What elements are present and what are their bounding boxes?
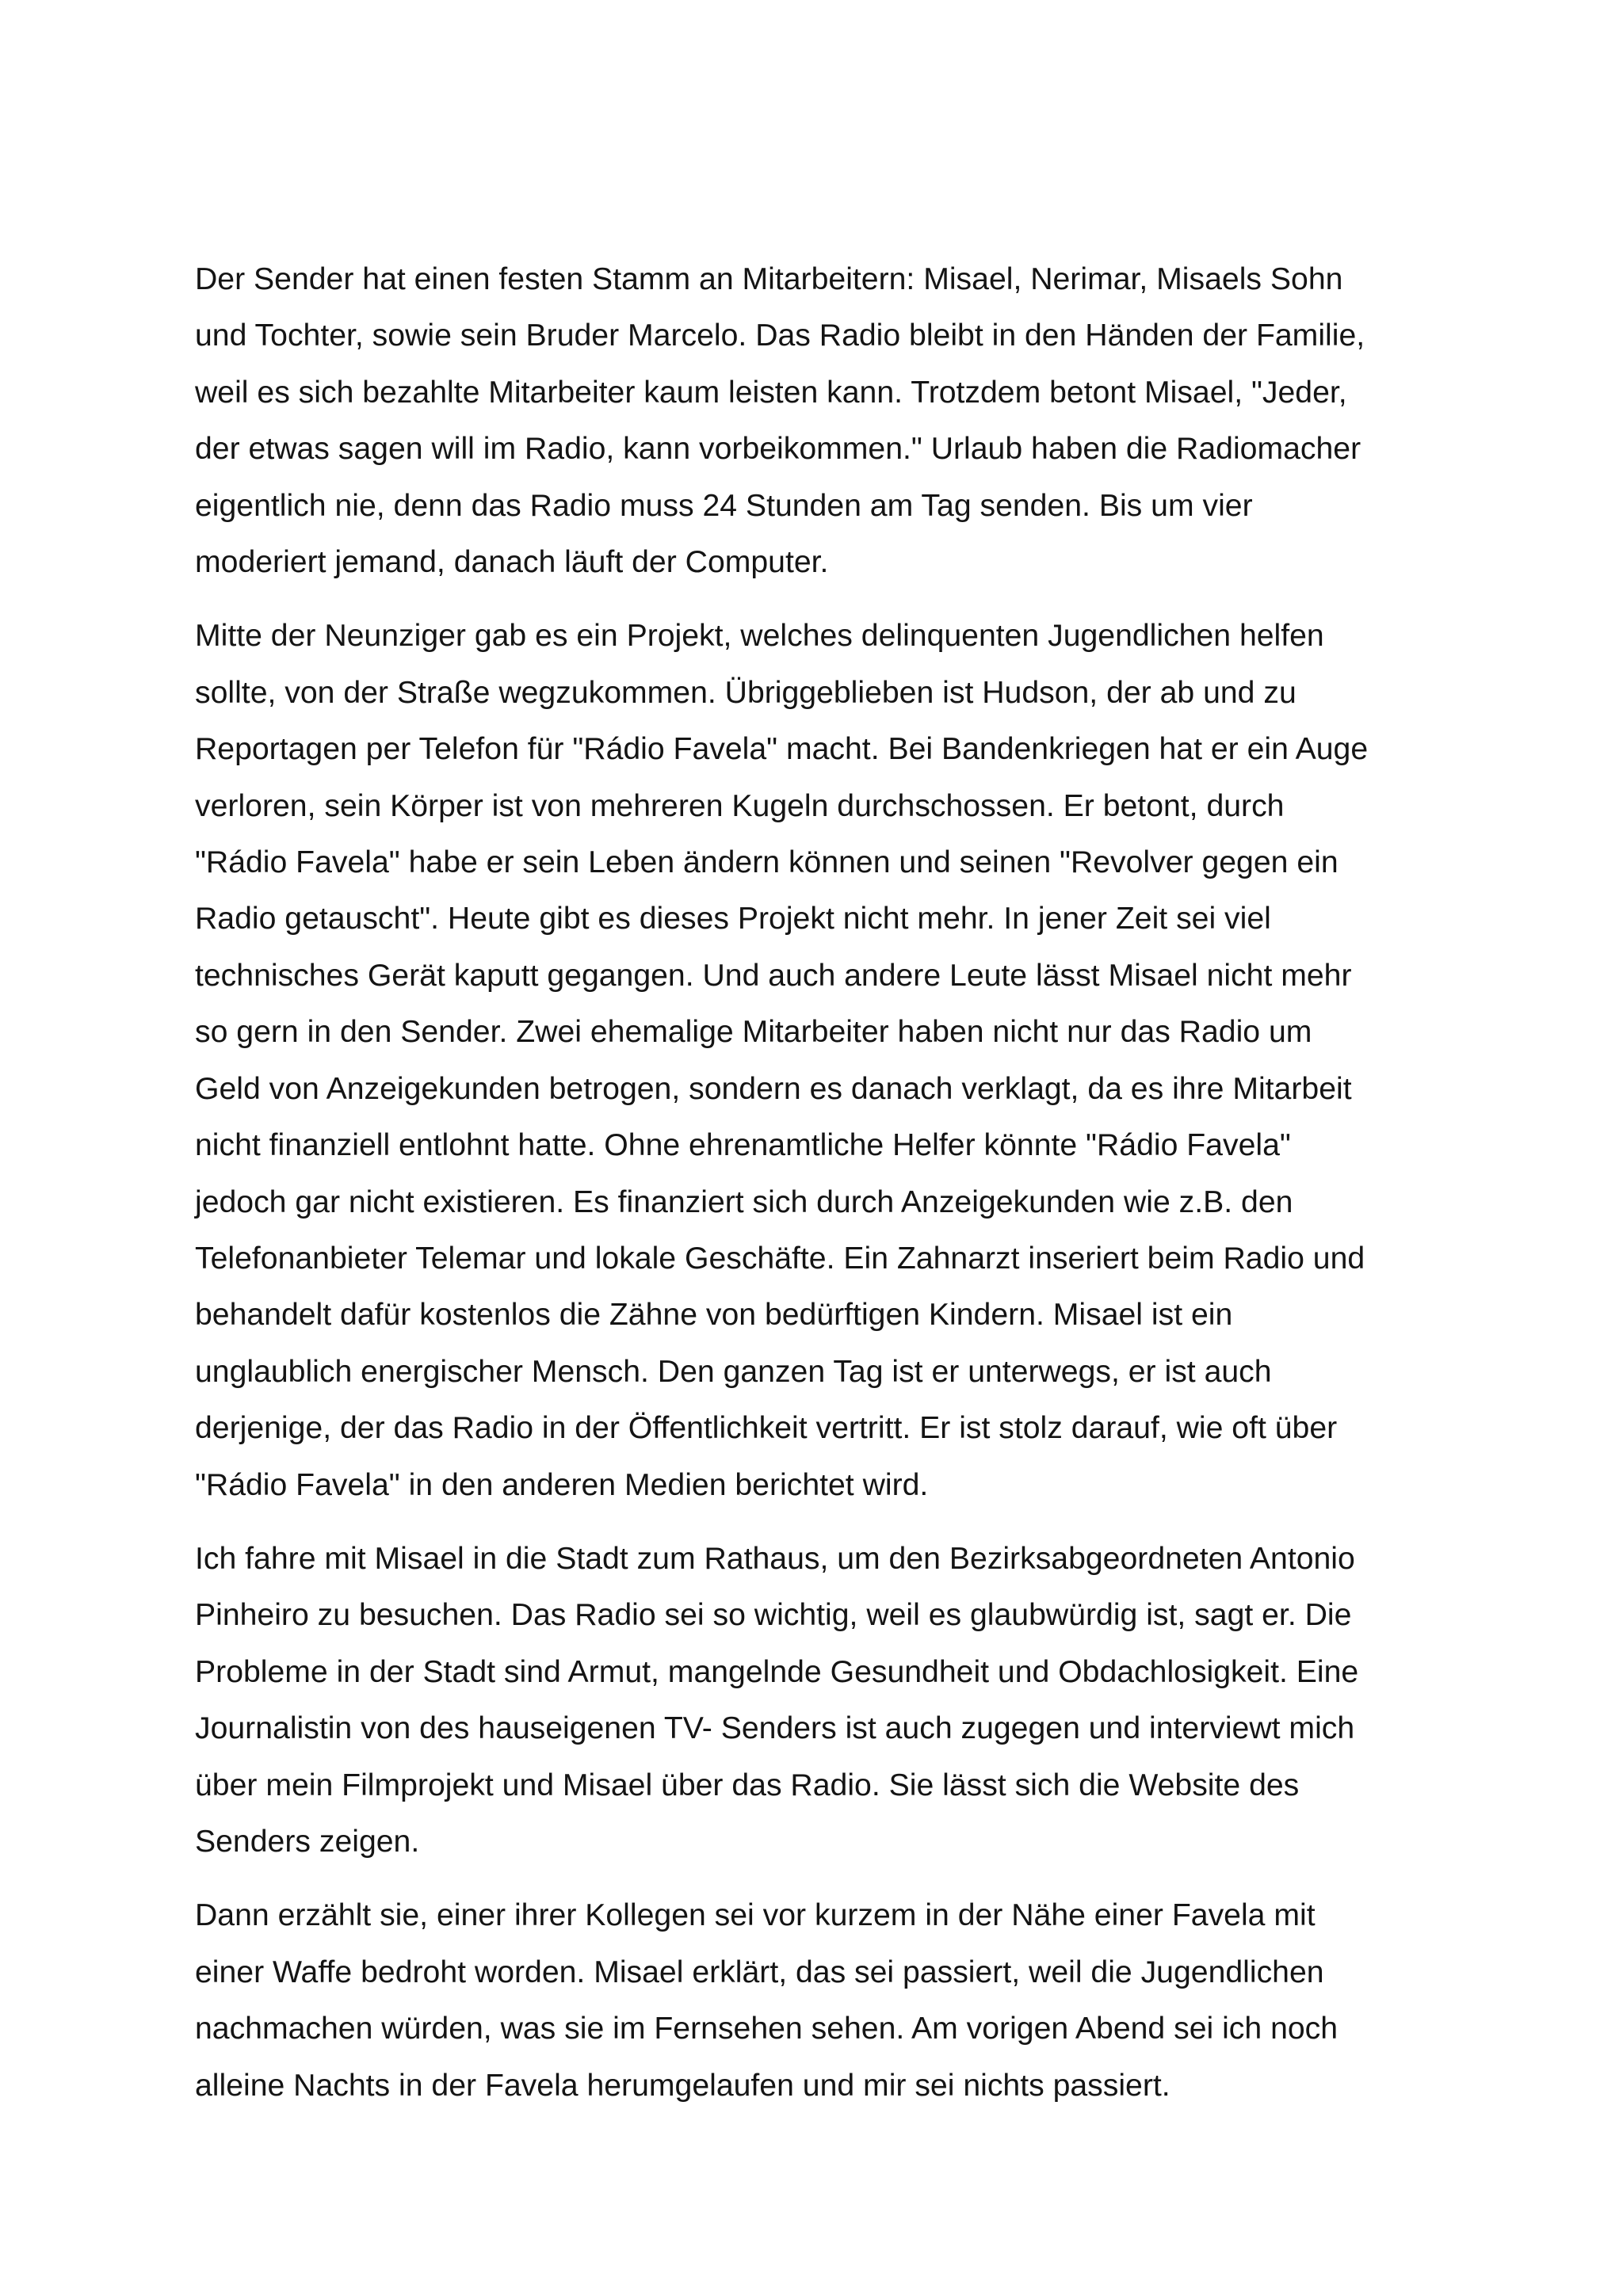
document-body bbox=[195, 251, 1447, 2131]
paragraph-3: Ich fahre mit Misael in die Stadt zum Rathaus, um den Bezirksabgeordneten Antonio Pinheiro zu besuchen. Das Radio sei so wichtig, weil es glaubwürdig ist, sagt er. Die Probleme in der Stadt sind Armut, mangelnde Gesundheit und Obdachlosigkeit. Eine Journalistin von des hauseigenen TV- Senders ist auch zugegen und interviewt mich über mein Filmprojekt und Misael über das Radio. Sie lässt sich die Website des Senders zeigen. bbox=[195, 1541, 1359, 1859]
paragraph-1: Der Sender hat einen festen Stamm an Mitarbeitern: Misael, Nerimar, Misaels Sohn und Tochter, sowie sein Bruder Marcelo. Das Radio bleibt in den Händen der Familie, weil es sich bezahlte Mitarbeiter kaum leisten kann. Trotzdem betont Misael, "Jeder, der etwas sagen will im Radio, kann vorbeikommen." Urlaub haben die Radiomacher eigentlich nie, denn das Radio muss 24 Stunden am Tag senden. Bis um vier moderiert jemand, danach läuft der Computer. bbox=[195, 262, 1365, 580]
paragraph-2: Mitte der Neunziger gab es ein Projekt, welches delinquenten Jugendlichen helfen sollte, von der Straße wegzukommen. Übriggeblieben ist Hudson, der ab und zu Reportagen per Telefon für "Rádio Favela" macht. Bei Bandenkriegen hat er ein Auge verloren, sein Körper ist von mehreren Kugeln durchschossen. Er betont, durch "Rádio Favela" habe er sein Leben ändern können und seinen "Revolver gegen ein Radio getauscht". Heute gibt es dieses Projekt nicht mehr. In jener Zeit sei viel technisches Gerät kaputt gegangen. Und auch andere Leute lässt Misael nicht mehr so gern in den Sender. Zwei ehemalige Mitarbeiter haben nicht nur das Radio um Geld von Anzeigekunden betrogen, sondern es danach verklagt, da es ihre Mitarbeit nicht finanziell entlohnt hatte. Ohne ehrenamtliche Helfer könnte "Rádio Favela" jedoch gar nicht existieren. Es finanziert sich durch Anzeigekunden wie z.B. den Telefonanbieter Telemar und lokale Geschäfte. Ein Zahnarzt inseriert beim Radio und behandelt dafür kostenlos die Zähne von bedürftigen Kindern. Misael ist ein unglaublich energischer Mensch. Den ganzen Tag ist er unterwegs, er ist auch derjenige, der das Radio in der Öffentlichkeit vertritt. Er ist stolz darauf, wie oft über "Rádio Favela" in den anderen Medien berichtet wird. bbox=[195, 619, 1369, 1502]
paragraph-4: Dann erzählt sie, einer ihrer Kollegen sei vor kurzem in der Nähe einer Favela mit einer Waffe bedroht worden. Misael erklärt, das sei passiert, weil die Jugendlichen nachmachen würden, was sie im Fernsehen sehen. Am vorigen Abend sei ich noch alleine Nachts in der Favela herumgelaufen und mir sei nichts passiert. bbox=[195, 1898, 1338, 2103]
